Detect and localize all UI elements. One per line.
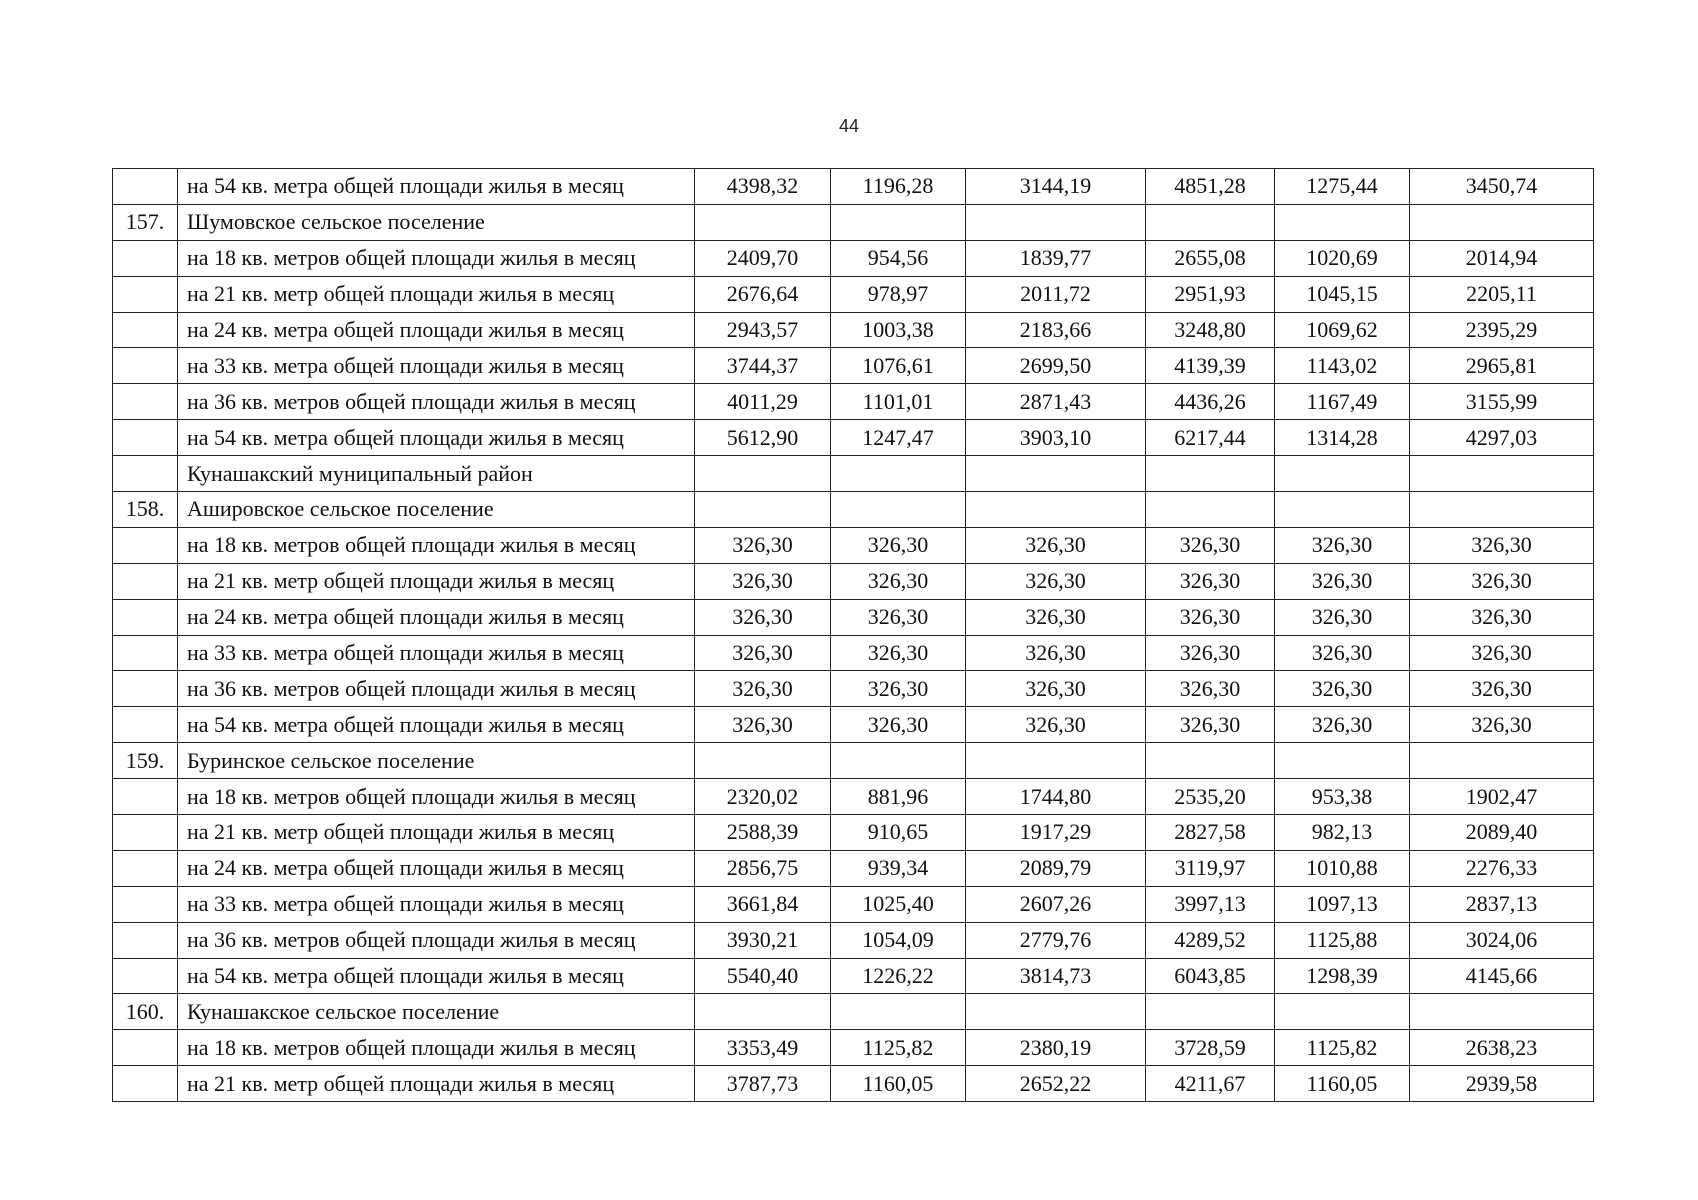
row-description: Ашировское сельское поселение [178, 492, 695, 528]
table-row [113, 563, 1594, 599]
value-cell: 4145,66 [1410, 958, 1594, 994]
row-number: 157. [113, 204, 178, 240]
value-cell: 326,30 [1275, 599, 1410, 635]
value-cell: 326,30 [831, 563, 966, 599]
value-cell [695, 743, 831, 779]
row-description: на 54 кв. метра общей площади жилья в месяц [178, 169, 695, 205]
value-cell: 326,30 [1275, 527, 1410, 563]
table-row [113, 815, 1594, 851]
value-cell: 2380,19 [966, 1030, 1146, 1066]
value-cell: 326,30 [966, 599, 1146, 635]
value-cell: 1025,40 [831, 886, 966, 922]
row-description: на 54 кв. метра общей площади жилья в месяц [178, 958, 695, 994]
value-cell: 1275,44 [1275, 169, 1410, 205]
value-cell: 3155,99 [1410, 384, 1594, 420]
value-cell [1146, 456, 1275, 492]
row-number [113, 276, 178, 312]
table-row [113, 743, 1594, 779]
value-cell: 4297,03 [1410, 420, 1594, 456]
value-cell [1275, 456, 1410, 492]
value-cell: 2320,02 [695, 779, 831, 815]
row-number [113, 707, 178, 743]
row-number [113, 563, 178, 599]
row-description: на 21 кв. метр общей площади жилья в месяц [178, 1066, 695, 1102]
row-number [113, 1066, 178, 1102]
value-cell: 2779,76 [966, 922, 1146, 958]
value-cell: 1839,77 [966, 240, 1146, 276]
row-description: Буринское сельское поселение [178, 743, 695, 779]
row-description: на 21 кв. метр общей площади жилья в месяц [178, 815, 695, 851]
value-cell [1410, 492, 1594, 528]
value-cell: 953,38 [1275, 779, 1410, 815]
value-cell: 4289,52 [1146, 922, 1275, 958]
value-cell: 4851,28 [1146, 169, 1275, 205]
row-description: на 36 кв. метров общей площади жилья в месяц [178, 384, 695, 420]
row-description: на 18 кв. метров общей площади жилья в месяц [178, 527, 695, 563]
value-cell: 326,30 [695, 599, 831, 635]
row-number [113, 1030, 178, 1066]
value-cell: 1054,09 [831, 922, 966, 958]
value-cell [1275, 743, 1410, 779]
value-cell: 326,30 [1146, 563, 1275, 599]
value-cell: 1097,13 [1275, 886, 1410, 922]
value-cell: 982,13 [1275, 815, 1410, 851]
table-row [113, 1066, 1594, 1102]
value-cell [695, 994, 831, 1030]
value-cell: 4436,26 [1146, 384, 1275, 420]
value-cell: 2409,70 [695, 240, 831, 276]
value-cell: 2183,66 [966, 312, 1146, 348]
value-cell: 978,97 [831, 276, 966, 312]
value-cell: 2089,40 [1410, 815, 1594, 851]
table-row [113, 671, 1594, 707]
row-number [113, 312, 178, 348]
value-cell: 326,30 [1410, 599, 1594, 635]
value-cell: 939,34 [831, 850, 966, 886]
table-row [113, 276, 1594, 312]
row-number: 159. [113, 743, 178, 779]
row-number [113, 240, 178, 276]
value-cell: 3728,59 [1146, 1030, 1275, 1066]
value-cell [831, 994, 966, 1030]
value-cell: 2638,23 [1410, 1030, 1594, 1066]
row-description: на 18 кв. метров общей площади жилья в месяц [178, 779, 695, 815]
value-cell: 2951,93 [1146, 276, 1275, 312]
value-cell: 326,30 [966, 563, 1146, 599]
value-cell: 1167,49 [1275, 384, 1410, 420]
table-row [113, 779, 1594, 815]
value-cell [695, 456, 831, 492]
value-cell: 326,30 [695, 671, 831, 707]
value-cell: 3144,19 [966, 169, 1146, 205]
value-cell: 2871,43 [966, 384, 1146, 420]
value-cell [695, 204, 831, 240]
value-cell [831, 456, 966, 492]
row-description: Кунашакский муниципальный район [178, 456, 695, 492]
value-cell: 1160,05 [831, 1066, 966, 1102]
value-cell: 326,30 [1275, 563, 1410, 599]
value-cell [966, 994, 1146, 1030]
value-cell: 326,30 [1410, 635, 1594, 671]
table-row [113, 994, 1594, 1030]
value-cell: 326,30 [966, 635, 1146, 671]
row-number [113, 815, 178, 851]
value-cell: 326,30 [831, 599, 966, 635]
row-number: 160. [113, 994, 178, 1030]
row-description: на 33 кв. метра общей площади жилья в месяц [178, 348, 695, 384]
table-row [113, 492, 1594, 528]
row-description: на 24 кв. метра общей площади жилья в месяц [178, 599, 695, 635]
value-cell: 5540,40 [695, 958, 831, 994]
value-cell [1275, 492, 1410, 528]
value-cell: 1247,47 [831, 420, 966, 456]
table-row [113, 599, 1594, 635]
value-cell: 3248,80 [1146, 312, 1275, 348]
value-cell [1146, 492, 1275, 528]
row-number [113, 169, 178, 205]
value-cell: 1298,39 [1275, 958, 1410, 994]
value-cell [695, 492, 831, 528]
value-cell [1410, 994, 1594, 1030]
value-cell: 1196,28 [831, 169, 966, 205]
value-cell: 326,30 [1275, 671, 1410, 707]
value-cell: 326,30 [831, 671, 966, 707]
value-cell: 5612,90 [695, 420, 831, 456]
value-cell [1410, 456, 1594, 492]
table-row [113, 922, 1594, 958]
table-row [113, 348, 1594, 384]
row-number: 158. [113, 492, 178, 528]
value-cell: 326,30 [1410, 671, 1594, 707]
value-cell: 2014,94 [1410, 240, 1594, 276]
value-cell [1410, 743, 1594, 779]
value-cell: 2965,81 [1410, 348, 1594, 384]
value-cell: 3661,84 [695, 886, 831, 922]
value-cell: 1010,88 [1275, 850, 1410, 886]
value-cell: 3119,97 [1146, 850, 1275, 886]
value-cell: 326,30 [695, 527, 831, 563]
table-row [113, 707, 1594, 743]
row-description: на 18 кв. метров общей площади жилья в месяц [178, 1030, 695, 1066]
table-body [113, 169, 1594, 1102]
value-cell [831, 204, 966, 240]
row-number [113, 671, 178, 707]
value-cell: 326,30 [1146, 635, 1275, 671]
row-description: на 33 кв. метра общей площади жилья в месяц [178, 886, 695, 922]
table-row [113, 850, 1594, 886]
row-number [113, 456, 178, 492]
value-cell: 326,30 [831, 707, 966, 743]
value-cell: 326,30 [966, 707, 1146, 743]
value-cell [1146, 994, 1275, 1030]
value-cell: 4139,39 [1146, 348, 1275, 384]
tariff-table [112, 168, 1594, 1102]
row-description: Кунашакское сельское поселение [178, 994, 695, 1030]
value-cell: 326,30 [1146, 707, 1275, 743]
value-cell: 3903,10 [966, 420, 1146, 456]
row-number [113, 420, 178, 456]
row-number [113, 779, 178, 815]
table-row [113, 384, 1594, 420]
value-cell [966, 492, 1146, 528]
table-row [113, 169, 1594, 205]
table-row [113, 456, 1594, 492]
value-cell: 326,30 [1275, 707, 1410, 743]
value-cell: 6217,44 [1146, 420, 1275, 456]
value-cell: 2699,50 [966, 348, 1146, 384]
row-number [113, 635, 178, 671]
value-cell: 1902,47 [1410, 779, 1594, 815]
value-cell: 326,30 [1146, 527, 1275, 563]
table-row [113, 420, 1594, 456]
table-row [113, 204, 1594, 240]
value-cell: 2827,58 [1146, 815, 1275, 851]
value-cell: 1069,62 [1275, 312, 1410, 348]
table-row [113, 635, 1594, 671]
value-cell: 326,30 [695, 635, 831, 671]
row-description: на 54 кв. метра общей площади жилья в месяц [178, 420, 695, 456]
value-cell: 2395,29 [1410, 312, 1594, 348]
table-row [113, 240, 1594, 276]
value-cell: 326,30 [1410, 707, 1594, 743]
row-number [113, 348, 178, 384]
value-cell: 2089,79 [966, 850, 1146, 886]
value-cell: 326,30 [1146, 671, 1275, 707]
value-cell: 4011,29 [695, 384, 831, 420]
value-cell: 2535,20 [1146, 779, 1275, 815]
value-cell: 1125,88 [1275, 922, 1410, 958]
value-cell [1146, 743, 1275, 779]
value-cell: 3024,06 [1410, 922, 1594, 958]
value-cell: 1226,22 [831, 958, 966, 994]
value-cell: 3353,49 [695, 1030, 831, 1066]
value-cell: 2205,11 [1410, 276, 1594, 312]
value-cell: 2676,64 [695, 276, 831, 312]
value-cell [1275, 204, 1410, 240]
row-description: на 24 кв. метра общей площади жилья в месяц [178, 312, 695, 348]
row-description: на 24 кв. метра общей площади жилья в месяц [178, 850, 695, 886]
value-cell: 1125,82 [831, 1030, 966, 1066]
value-cell: 1003,38 [831, 312, 966, 348]
value-cell: 1101,01 [831, 384, 966, 420]
value-cell [1275, 994, 1410, 1030]
value-cell: 4398,32 [695, 169, 831, 205]
value-cell [966, 456, 1146, 492]
row-number [113, 850, 178, 886]
row-description: на 33 кв. метра общей площади жилья в месяц [178, 635, 695, 671]
value-cell: 4211,67 [1146, 1066, 1275, 1102]
value-cell: 1045,15 [1275, 276, 1410, 312]
value-cell: 954,56 [831, 240, 966, 276]
value-cell: 1744,80 [966, 779, 1146, 815]
value-cell [1146, 204, 1275, 240]
row-number [113, 384, 178, 420]
row-description: на 18 кв. метров общей площади жилья в месяц [178, 240, 695, 276]
value-cell: 2655,08 [1146, 240, 1275, 276]
row-number [113, 886, 178, 922]
value-cell [966, 743, 1146, 779]
value-cell: 1160,05 [1275, 1066, 1410, 1102]
value-cell: 326,30 [966, 671, 1146, 707]
row-description: на 36 кв. метров общей площади жилья в месяц [178, 922, 695, 958]
value-cell: 2856,75 [695, 850, 831, 886]
value-cell [831, 492, 966, 528]
value-cell: 326,30 [831, 635, 966, 671]
row-number [113, 922, 178, 958]
value-cell [1410, 204, 1594, 240]
row-description: на 21 кв. метр общей площади жилья в месяц [178, 563, 695, 599]
value-cell: 3997,13 [1146, 886, 1275, 922]
page-number: 44 [838, 116, 860, 136]
value-cell: 3787,73 [695, 1066, 831, 1102]
table-row [113, 312, 1594, 348]
value-cell: 3814,73 [966, 958, 1146, 994]
value-cell: 6043,85 [1146, 958, 1275, 994]
value-cell: 326,30 [1410, 527, 1594, 563]
value-cell: 326,30 [831, 527, 966, 563]
value-cell [966, 204, 1146, 240]
value-cell: 910,65 [831, 815, 966, 851]
value-cell: 1076,61 [831, 348, 966, 384]
value-cell [831, 743, 966, 779]
value-cell: 326,30 [1275, 635, 1410, 671]
value-cell: 326,30 [1146, 599, 1275, 635]
row-description: на 54 кв. метра общей площади жилья в месяц [178, 707, 695, 743]
value-cell: 2607,26 [966, 886, 1146, 922]
value-cell: 1020,69 [1275, 240, 1410, 276]
table-row [113, 958, 1594, 994]
value-cell: 1125,82 [1275, 1030, 1410, 1066]
value-cell: 3930,21 [695, 922, 831, 958]
row-number [113, 958, 178, 994]
row-description: на 36 кв. метров общей площади жилья в месяц [178, 671, 695, 707]
value-cell: 881,96 [831, 779, 966, 815]
value-cell: 2939,58 [1410, 1066, 1594, 1102]
table-row [113, 886, 1594, 922]
value-cell: 326,30 [1410, 563, 1594, 599]
row-description: на 21 кв. метр общей площади жилья в месяц [178, 276, 695, 312]
row-number [113, 599, 178, 635]
value-cell: 2011,72 [966, 276, 1146, 312]
value-cell: 2652,22 [966, 1066, 1146, 1102]
value-cell: 1917,29 [966, 815, 1146, 851]
table-row [113, 1030, 1594, 1066]
value-cell: 326,30 [695, 707, 831, 743]
value-cell: 326,30 [966, 527, 1146, 563]
value-cell: 1143,02 [1275, 348, 1410, 384]
value-cell: 2588,39 [695, 815, 831, 851]
value-cell: 2276,33 [1410, 850, 1594, 886]
value-cell: 326,30 [695, 563, 831, 599]
value-cell: 3744,37 [695, 348, 831, 384]
value-cell: 3450,74 [1410, 169, 1594, 205]
value-cell: 2943,57 [695, 312, 831, 348]
row-description: Шумовское сельское поселение [178, 204, 695, 240]
value-cell: 2837,13 [1410, 886, 1594, 922]
row-number [113, 527, 178, 563]
value-cell: 1314,28 [1275, 420, 1410, 456]
table-row [113, 527, 1594, 563]
